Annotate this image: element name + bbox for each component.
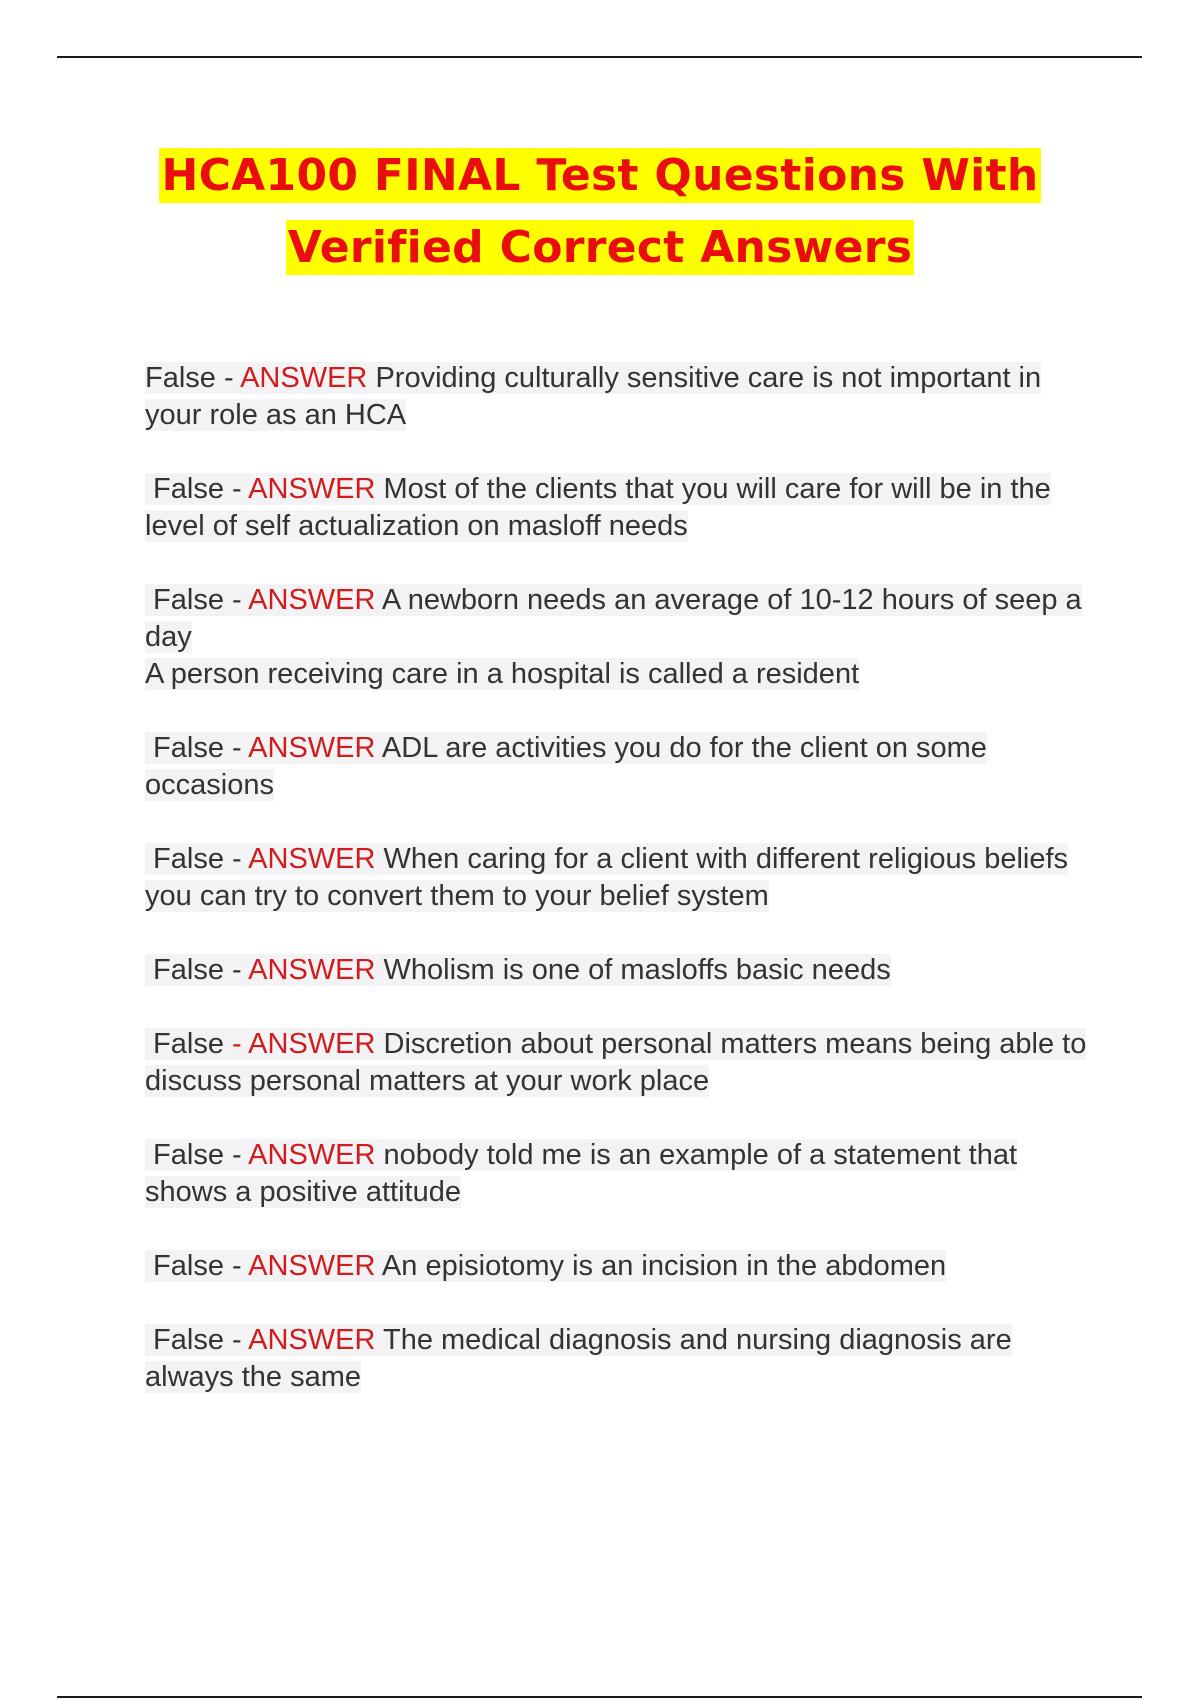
qa-prefix: False - [145,584,249,616]
qa-prefix-dash: - [232,1028,249,1060]
qa-item [145,471,1095,545]
qa-list [145,360,1095,1433]
qa-prefix: False - [145,1139,249,1171]
title-line-1: HCA100 FINAL Test Questions With [161,150,1039,201]
top-rule [57,56,1142,58]
qa-text: Providing culturally sensitive care is not important in your role as an HCA [145,362,1042,431]
qa-prefix: False - [145,1324,249,1356]
qa-item [145,952,1095,989]
qa-text: Most of the clients that you will care for will be in the level of self actualization on masloff needs [145,473,1051,542]
answer-label: ANSWER [248,1139,376,1171]
qa-text: The medical diagnosis and nursing diagnosis are always the same [145,1324,1012,1393]
qa-item [145,360,1095,434]
qa-prefix: False - [145,954,249,986]
answer-label: ANSWER [248,473,376,505]
qa-item [145,1322,1095,1396]
qa-text: Discretion about personal matters means being able to discuss personal matters at your work place [145,1028,1087,1097]
title-line-2: Verified Correct Answers [287,222,913,273]
qa-prefix: False - [145,473,249,505]
qa-prefix: False - [145,732,249,764]
qa-item [145,1026,1095,1100]
answer-label: ANSWER [248,1324,376,1356]
bottom-rule [57,1696,1142,1698]
qa-text: ADL are activities you do for the client on some occasions [145,732,987,801]
qa-item [145,1137,1095,1211]
qa-extra-line: A person receiving care in a hospital is called a resident [145,658,860,690]
qa-item [145,730,1095,804]
answer-label: ANSWER [248,1028,376,1060]
qa-text: A newborn needs an average of 10-12 hours of seep a day [145,584,1082,653]
qa-prefix: False - [145,362,241,394]
qa-prefix: False - [145,1250,249,1282]
qa-item [145,841,1095,915]
qa-text: When caring for a client with different religious beliefs you can try to convert them to your belief system [145,843,1069,912]
answer-label: ANSWER [248,843,376,875]
qa-item [145,1248,1095,1285]
qa-text: nobody told me is an example of a statement that shows a positive attitude [145,1139,1018,1208]
qa-item [145,582,1095,693]
qa-prefix: False - [145,843,249,875]
answer-label: ANSWER [248,732,376,764]
qa-text: Wholism is one of masloffs basic needs [375,954,891,986]
answer-label: ANSWER [248,584,376,616]
qa-prefix: False [145,1028,233,1060]
answer-label: ANSWER [248,1250,376,1282]
document-title [0,140,1200,284]
answer-label: ANSWER [248,954,376,986]
qa-text: An episiotomy is an incision in the abdomen [375,1250,947,1282]
answer-label: ANSWER [240,362,368,394]
